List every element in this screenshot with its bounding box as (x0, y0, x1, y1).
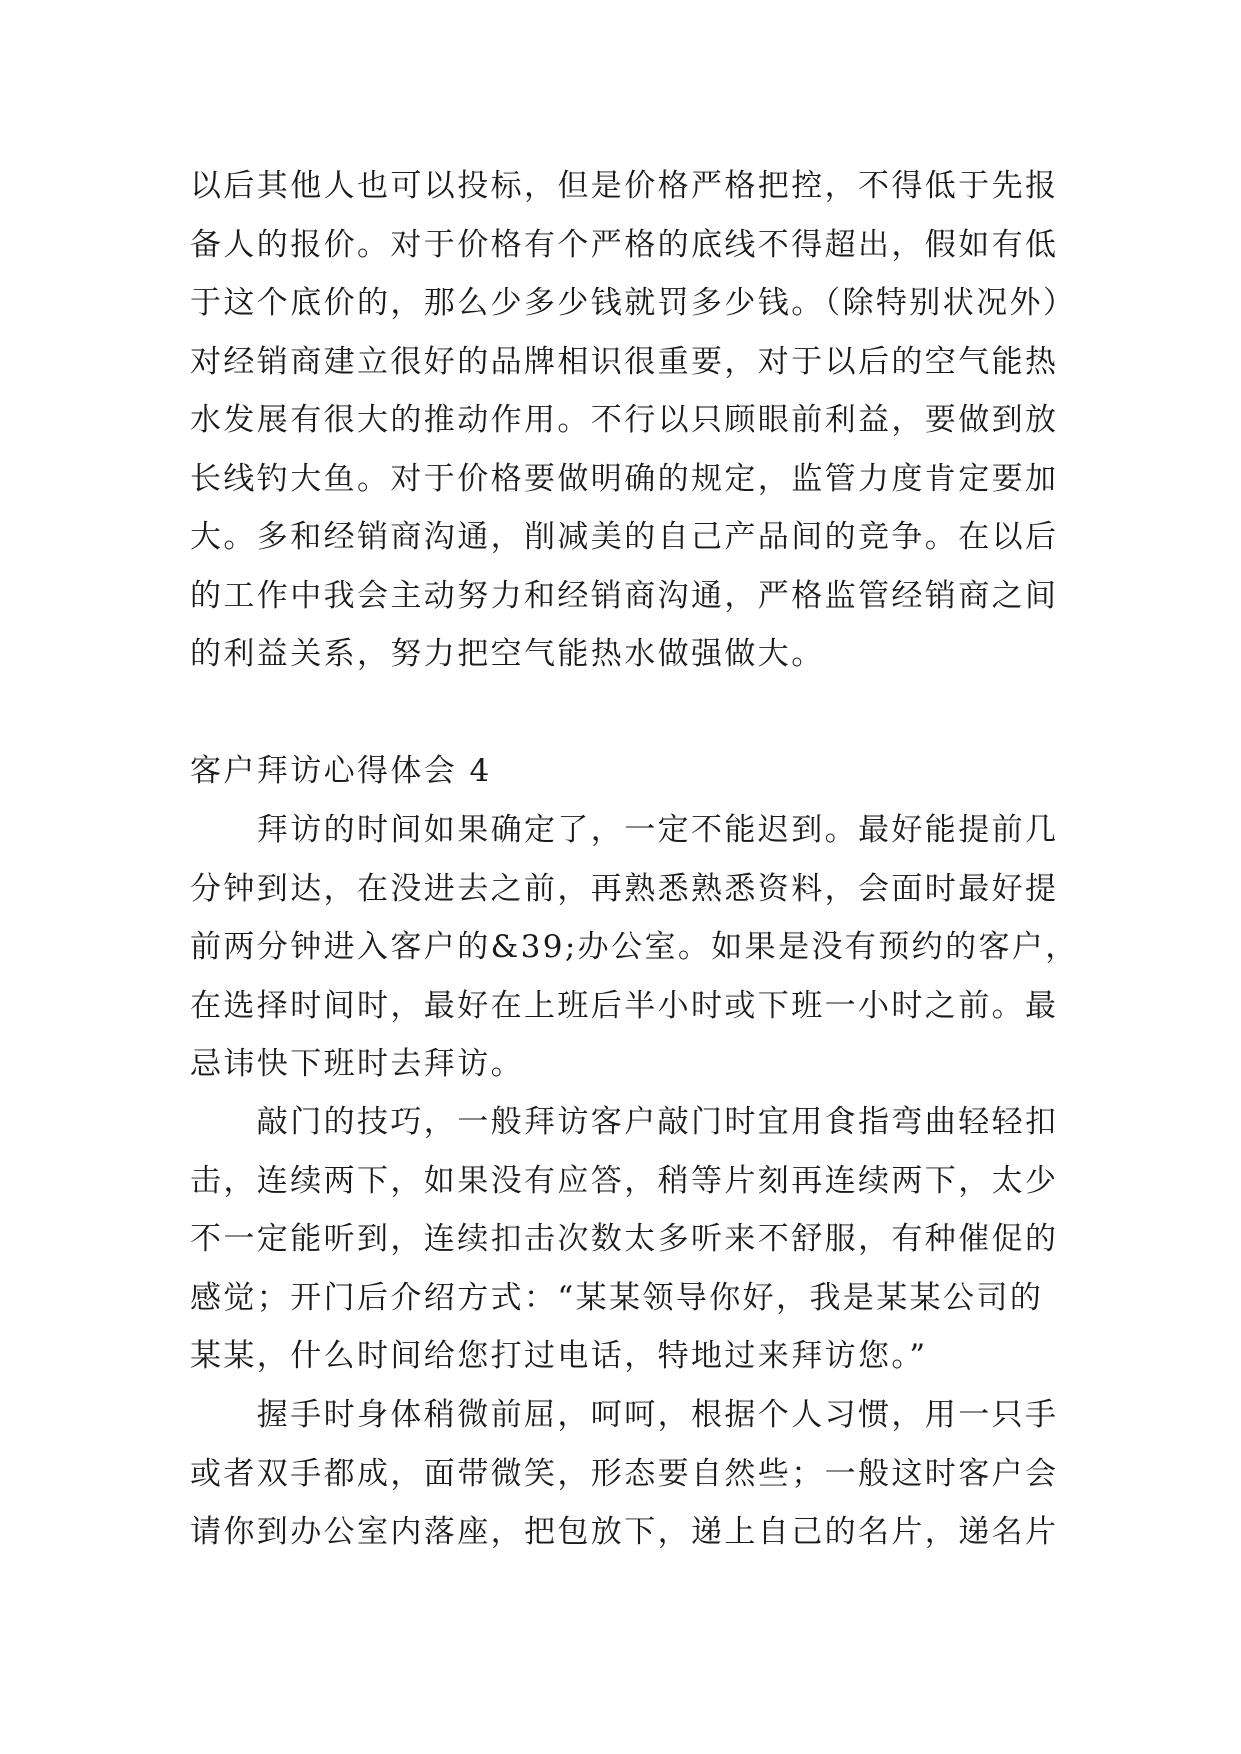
text-line: 或者双手都成，面带微笑，形态要自然些；一般这时客户会 (190, 1455, 1059, 1492)
text-line: 请你到办公室内落座，把包放下，递上自己的名片，递名片 (190, 1514, 1059, 1550)
paragraph-handshake (190, 1386, 1070, 1562)
text-line: 前两分钟进入客户的&39;办公室。如果是没有预约的客户， (190, 929, 1079, 965)
text-line: 对经销商建立很好的品牌相识很重要，对于以后的空气能热 (190, 343, 1059, 380)
text-line: 大。多和经销商沟通，削减美的自己产品间的竞争。在以后 (190, 519, 1059, 555)
section-heading: 客户拜访心得体会 4 (190, 753, 492, 789)
text-line: 某某，什么时间给您打过电话，特地过来拜访您。” (190, 1338, 928, 1374)
text-line: 感觉；开门后介绍方式：“某某领导你好，我是某某公司的 (190, 1279, 1044, 1316)
continued-paragraph (190, 157, 1077, 684)
text-line: 备人的报价。对于价格有个严格的底线不得超出，假如有低 (190, 226, 1059, 263)
text-line: 忌讳快下班时去拜访。 (190, 1046, 524, 1082)
text-line: 击，连续两下，如果没有应答，稍等片刻再连续两下，太少 (190, 1162, 1059, 1199)
text-line: 长线钓大鱼。对于价格要做明确的规定，监管力度肯定要加 (190, 460, 1059, 497)
text-line: 握手时身体稍微前屈，呵呵，根据个人习惯，用一只手 (190, 1397, 1059, 1433)
text-line: 分钟到达，在没进去之前，再熟悉熟悉资料，会面时最好提 (190, 870, 1059, 907)
paragraph-visit-time (190, 801, 1079, 1094)
text-line: 敲门的技巧，一般拜访客户敲门时宜用食指弯曲轻轻扣 (190, 1104, 1059, 1140)
text-line: 不一定能听到，连续扣击次数太多听来不舒服，有种催促的 (190, 1221, 1059, 1257)
text-line: 水发展有很大的推动作用。不行以只顾眼前利益，要做到放 (190, 402, 1059, 438)
text-line: 在选择时间时，最好在上班后半小时或下班一小时之前。最 (190, 987, 1059, 1024)
text-line: 于这个底价的，那么少多少钱就罚多少钱。（除特别状况外） (190, 285, 1077, 321)
text-line: 以后其他人也可以投标，但是价格严格把控，不得低于先报 (190, 168, 1059, 204)
text-line: 的工作中我会主动努力和经销商沟通，严格监管经销商之间 (190, 577, 1059, 614)
text-line: 的利益关系，努力把空气能热水做强做大。 (190, 636, 825, 672)
paragraph-knocking (190, 1093, 1070, 1386)
text-line: 拜访的时间如果确定了，一定不能迟到。最好能提前几 (190, 812, 1059, 848)
